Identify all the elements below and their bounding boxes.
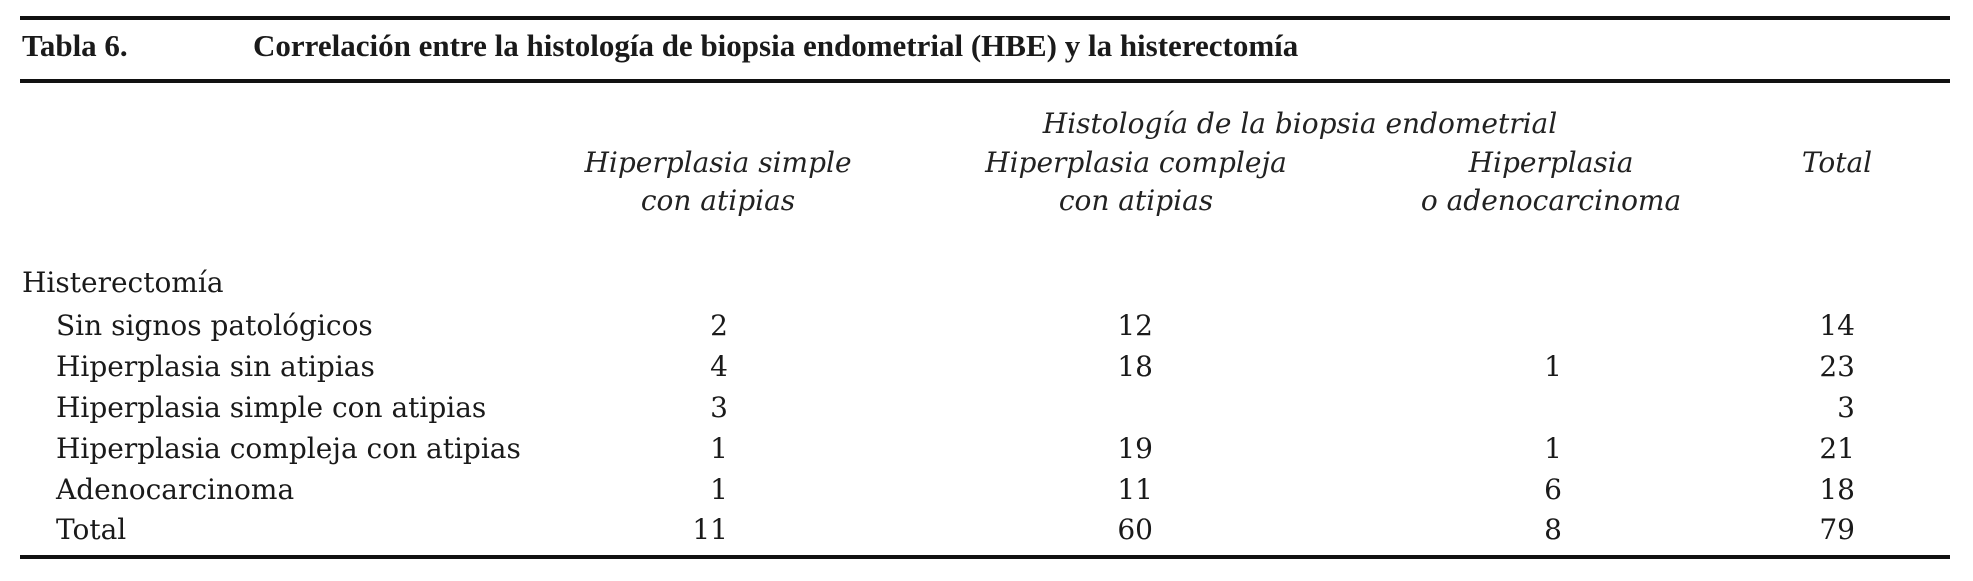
table-row — [0, 429, 1973, 469]
section-label-histerectomia: Histerectomía — [22, 266, 224, 299]
cell-value: 3 — [1837, 391, 1855, 424]
cell-value: 3 — [710, 391, 728, 424]
cell-value: 21 — [1819, 432, 1855, 465]
cell-value: 18 — [1819, 473, 1855, 506]
table-row — [0, 388, 1973, 428]
cell-value: 19 — [1117, 432, 1153, 465]
column-header-line: Hiperplasia — [1468, 146, 1634, 179]
column-header-hiperplasia-adenocarcinoma — [1351, 144, 1751, 220]
cell-value: 12 — [1117, 309, 1153, 342]
group-header: Histología de la biopsia endometrial — [1042, 107, 1558, 140]
table-row — [0, 470, 1973, 510]
column-header-line: Total — [1801, 146, 1873, 179]
column-header-total — [1737, 144, 1937, 182]
top-rule — [20, 16, 1950, 20]
cell-value: 1 — [1544, 432, 1562, 465]
row-label: Adenocarcinoma — [56, 473, 295, 506]
column-header-line: con atipias — [640, 184, 796, 217]
cell-value: 11 — [1117, 473, 1153, 506]
cell-value: 2 — [710, 309, 728, 342]
table-title: Correlación entre la histología de biopsia endometrial (HBE) y la histerectomía — [253, 28, 1299, 63]
cell-value: 6 — [1544, 473, 1562, 506]
row-label: Total — [56, 513, 127, 546]
table-row — [0, 306, 1973, 346]
cell-value: 4 — [710, 350, 728, 383]
row-label: Hiperplasia sin atipias — [56, 350, 375, 383]
bottom-rule — [20, 555, 1950, 559]
cell-value: 1 — [710, 473, 728, 506]
cell-value: 60 — [1117, 513, 1153, 546]
cell-value: 23 — [1819, 350, 1855, 383]
column-header-line: o adenocarcinoma — [1420, 184, 1682, 217]
table-row-total — [0, 510, 1973, 550]
row-label: Hiperplasia simple con atipias — [56, 391, 487, 424]
cell-value: 1 — [1544, 350, 1562, 383]
row-label: Sin signos patológicos — [56, 309, 373, 342]
cell-value: 18 — [1117, 350, 1153, 383]
cell-value: 11 — [692, 513, 728, 546]
cell-value: 1 — [710, 432, 728, 465]
column-header-line: con atipias — [1058, 184, 1214, 217]
table-row — [0, 347, 1973, 387]
header-rule — [20, 79, 1950, 83]
column-header-line: Hiperplasia simple — [584, 146, 852, 179]
cell-value: 14 — [1819, 309, 1855, 342]
row-label: Hiperplasia compleja con atipias — [56, 432, 521, 465]
cell-value: 8 — [1544, 513, 1562, 546]
cell-value: 79 — [1819, 513, 1855, 546]
table-number: Tabla 6. — [22, 28, 128, 63]
column-header-hiperplasia-compleja — [936, 144, 1336, 220]
column-header-line: Hiperplasia compleja — [985, 146, 1287, 179]
column-header-hiperplasia-simple — [518, 144, 918, 220]
